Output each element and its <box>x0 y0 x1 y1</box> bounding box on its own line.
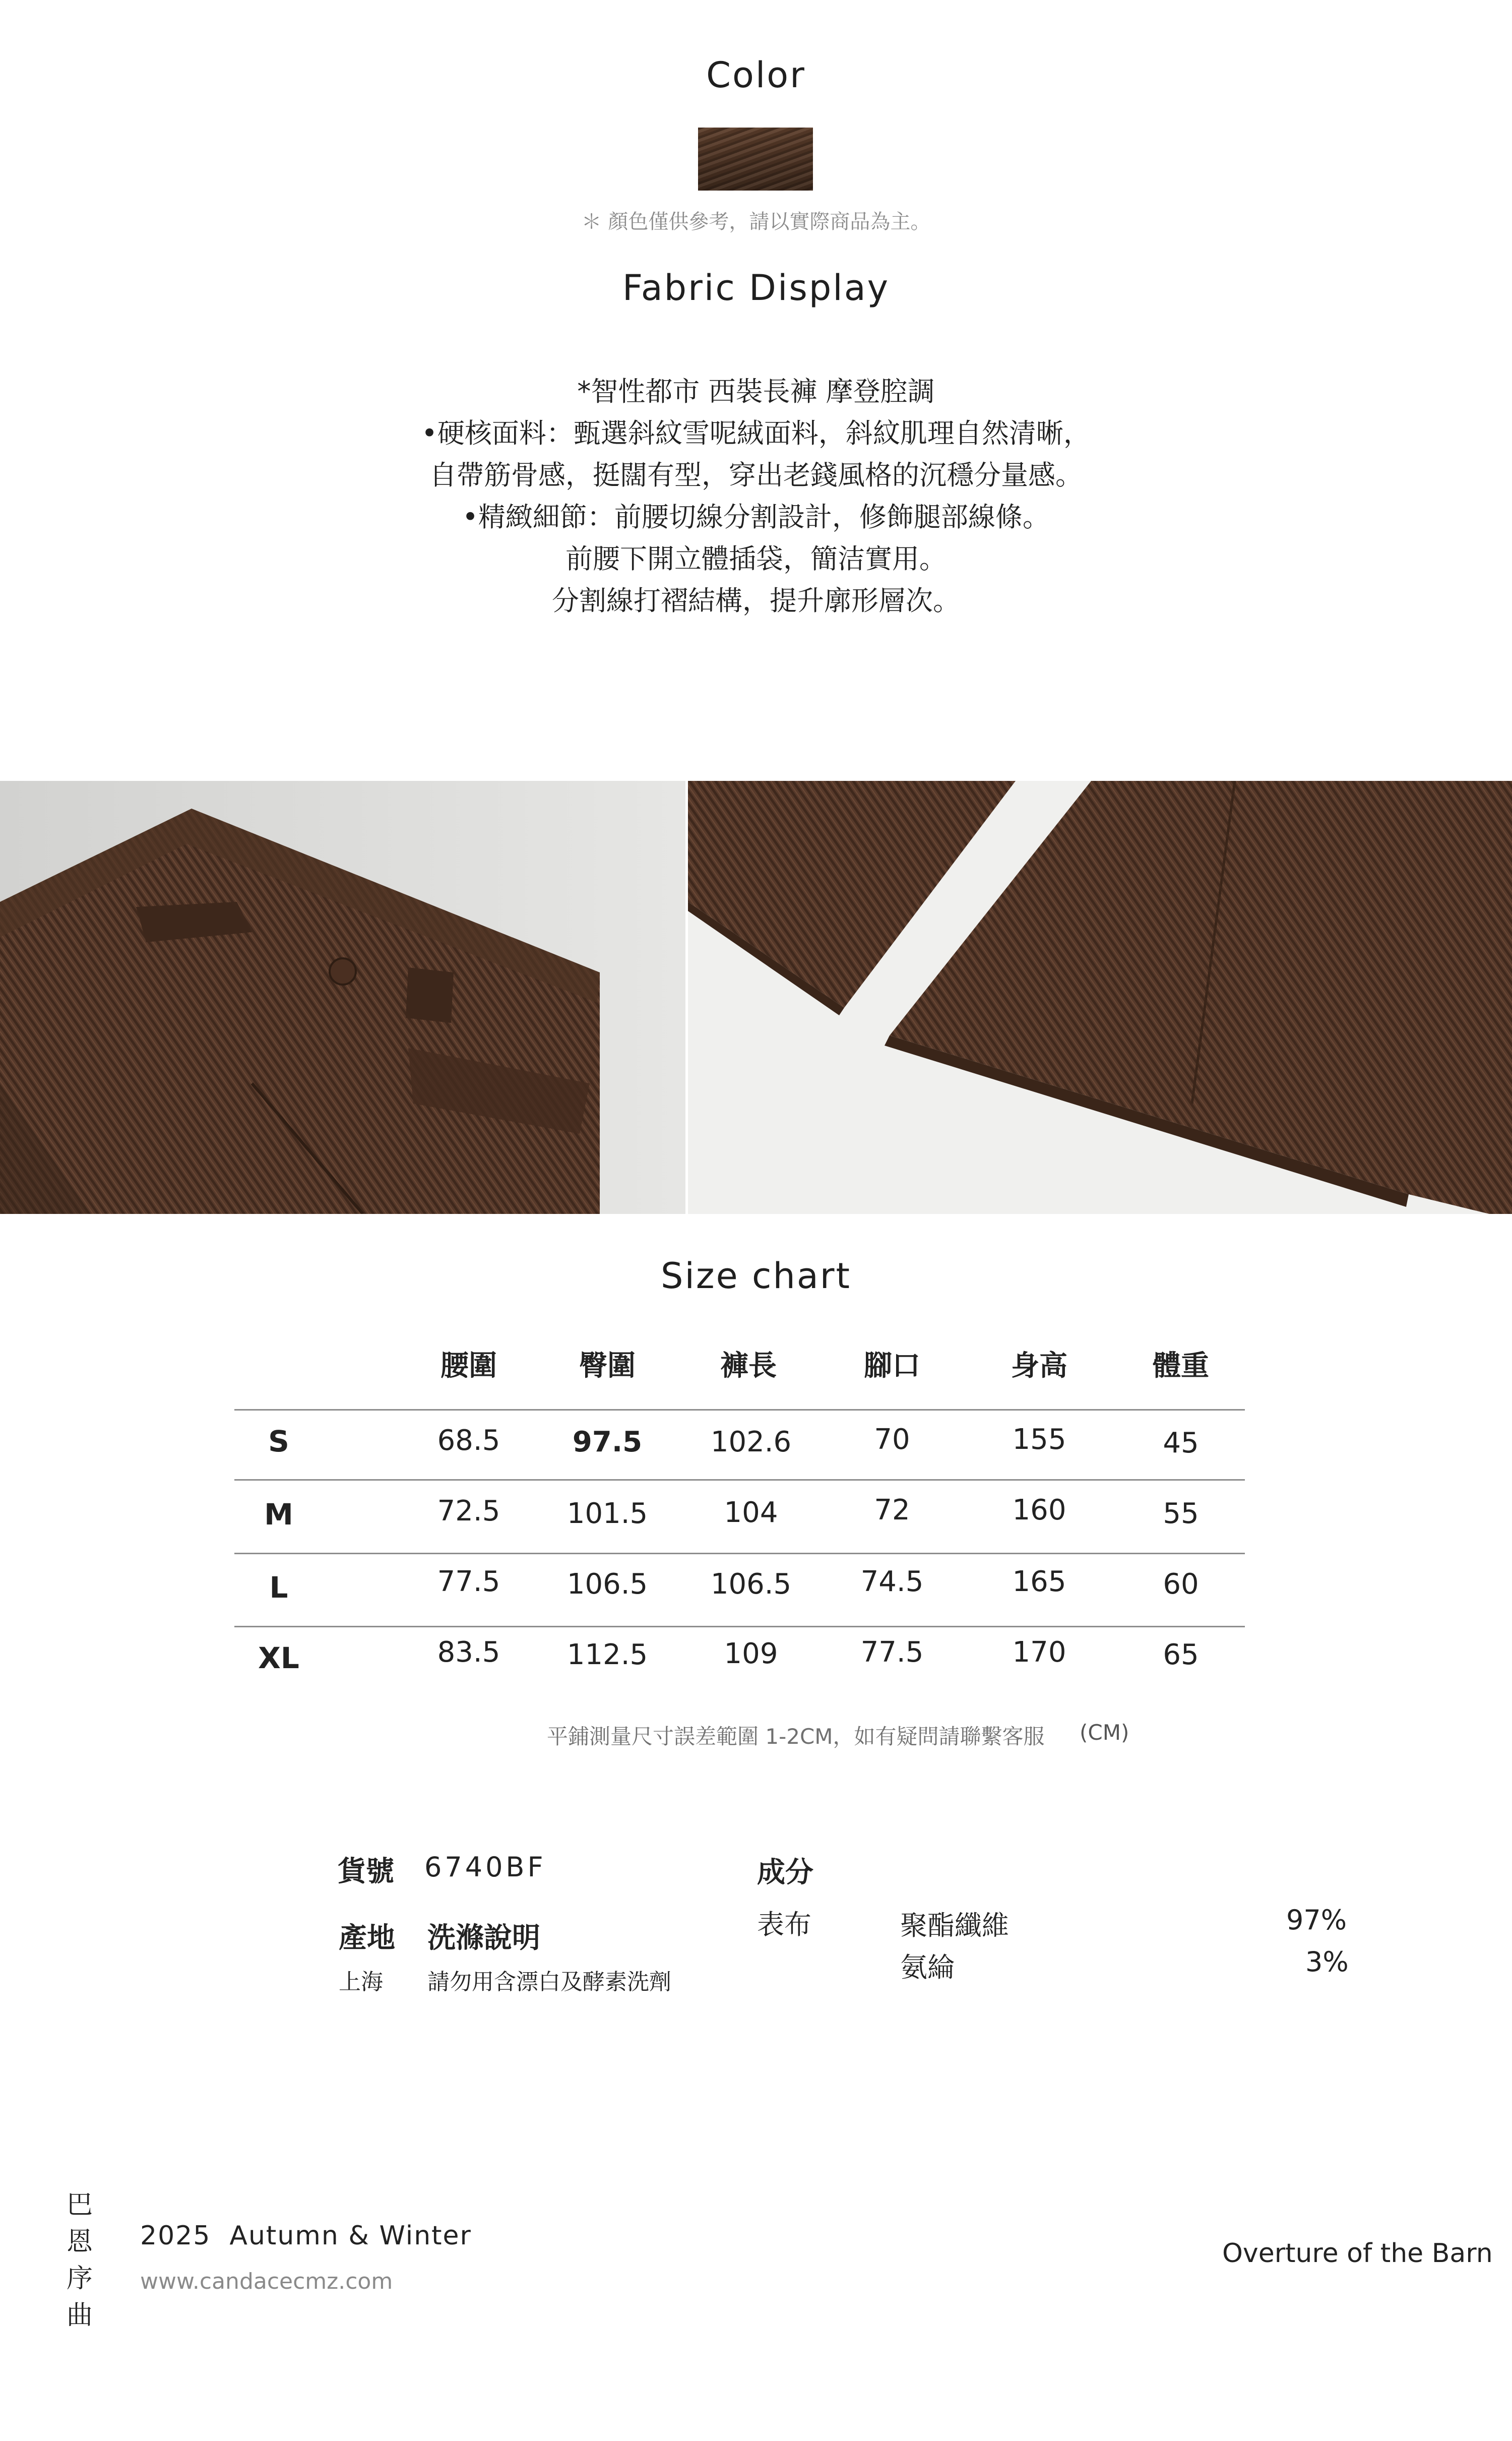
composition-label: 成分 <box>757 1856 813 1889</box>
season-label: 2025 Autumn & Winter <box>140 2221 472 2251</box>
size-note: 平鋪測量尺寸誤差範圍 1-2CM，如有疑問請聯繫客服 <box>547 1724 1045 1749</box>
color-title: Color <box>706 54 806 96</box>
wash-value: 請勿用含漂白及酵素洗劑 <box>427 1969 671 1995</box>
header-hem: 腳口 <box>864 1350 920 1382</box>
brand-char: 序 <box>66 2264 93 2294</box>
size-label: M <box>264 1497 293 1532</box>
size-label: XL <box>258 1641 299 1675</box>
material-name: 氨綸 <box>900 1951 955 1983</box>
table-divider <box>234 1479 1245 1481</box>
size-value: 77.5 <box>860 1636 924 1669</box>
table-divider <box>234 1553 1245 1554</box>
table-divider <box>234 1409 1245 1411</box>
size-value: 72.5 <box>437 1495 500 1528</box>
size-value: 165 <box>1012 1565 1066 1598</box>
header-height: 身高 <box>1011 1350 1067 1382</box>
size-value: 106.5 <box>566 1568 648 1601</box>
table-divider <box>234 1626 1245 1627</box>
brand-char: 曲 <box>66 2300 93 2331</box>
description-line: *智性都市 西裝長褲 摩登腔調 <box>577 376 935 407</box>
header-length: 褲長 <box>720 1350 777 1382</box>
description-line: •精緻細節：前腰切線分割設計，修飾腿部線條。 <box>462 501 1050 533</box>
size-value: 160 <box>1012 1494 1066 1527</box>
description-line: 自帶筋骨感，挺闊有型，穿出老錢風格的沉穩分量感。 <box>429 459 1083 491</box>
material-name: 聚酯纖維 <box>900 1910 1009 1941</box>
size-value: 101.5 <box>566 1497 648 1530</box>
size-value: 97.5 <box>572 1426 643 1458</box>
size-value: 102.6 <box>710 1426 792 1458</box>
size-value: 83.5 <box>437 1636 500 1669</box>
size-unit: (CM) <box>1080 1720 1129 1745</box>
fabric-description <box>0 371 1512 622</box>
size-value: 112.5 <box>566 1638 648 1671</box>
brand-char: 巴 <box>66 2190 93 2220</box>
description-line: •硬核面料：甄選斜紋雪呢絨面料，斜紋肌理自然清晰， <box>421 417 1091 449</box>
shell-label: 表布 <box>757 1909 811 1940</box>
size-value: 70 <box>874 1423 910 1456</box>
color-note: ＊ 顏色僅供參考，請以實際商品為主。 <box>581 210 931 233</box>
fabric-title: Fabric Display <box>622 267 890 309</box>
header-waist: 腰圍 <box>440 1350 497 1382</box>
website-link[interactable]: www.candacecmz.com <box>140 2269 393 2294</box>
fabric-photo-hem <box>688 781 1512 1214</box>
brand-char: 恩 <box>66 2227 93 2257</box>
size-chart-title: Size chart <box>661 1255 851 1297</box>
size-label: S <box>268 1424 289 1458</box>
origin-label: 產地 <box>339 1922 395 1955</box>
color-swatch <box>698 128 813 191</box>
size-value: 45 <box>1163 1427 1199 1459</box>
size-value: 60 <box>1163 1568 1199 1601</box>
fabric-photo-waistband <box>0 781 685 1214</box>
size-value: 55 <box>1163 1497 1199 1530</box>
size-value: 109 <box>724 1637 778 1670</box>
material-percent: 97% <box>1286 1904 1347 1936</box>
size-value: 65 <box>1163 1638 1199 1671</box>
pants-waist-illustration <box>0 781 685 1214</box>
brand-vertical-name <box>65 2187 95 2334</box>
description-line: 分割線打褶結構，提升廓形層次。 <box>552 585 960 617</box>
material-percent: 3% <box>1305 1946 1349 1978</box>
pants-hem-illustration <box>688 781 1512 1214</box>
size-value: 68.5 <box>437 1424 500 1457</box>
header-hip: 臀圍 <box>579 1350 636 1382</box>
size-value: 74.5 <box>860 1565 924 1598</box>
item-no-label: 貨號 <box>338 1855 394 1888</box>
item-no-value: 6740BF <box>424 1851 546 1883</box>
description-line: 前腰下開立體插袋，簡洁實用。 <box>565 543 947 575</box>
origin-value: 上海 <box>339 1969 383 1995</box>
size-value: 104 <box>724 1496 778 1529</box>
size-value: 77.5 <box>437 1565 500 1598</box>
collection-name: Overture of the Barn <box>1222 2238 1493 2269</box>
size-value: 155 <box>1012 1423 1066 1456</box>
size-value: 72 <box>874 1494 910 1527</box>
header-weight: 體重 <box>1153 1350 1209 1382</box>
wash-label: 洗滌說明 <box>427 1922 540 1955</box>
size-value: 106.5 <box>710 1568 792 1601</box>
size-value: 170 <box>1012 1636 1066 1669</box>
size-label: L <box>269 1570 288 1605</box>
